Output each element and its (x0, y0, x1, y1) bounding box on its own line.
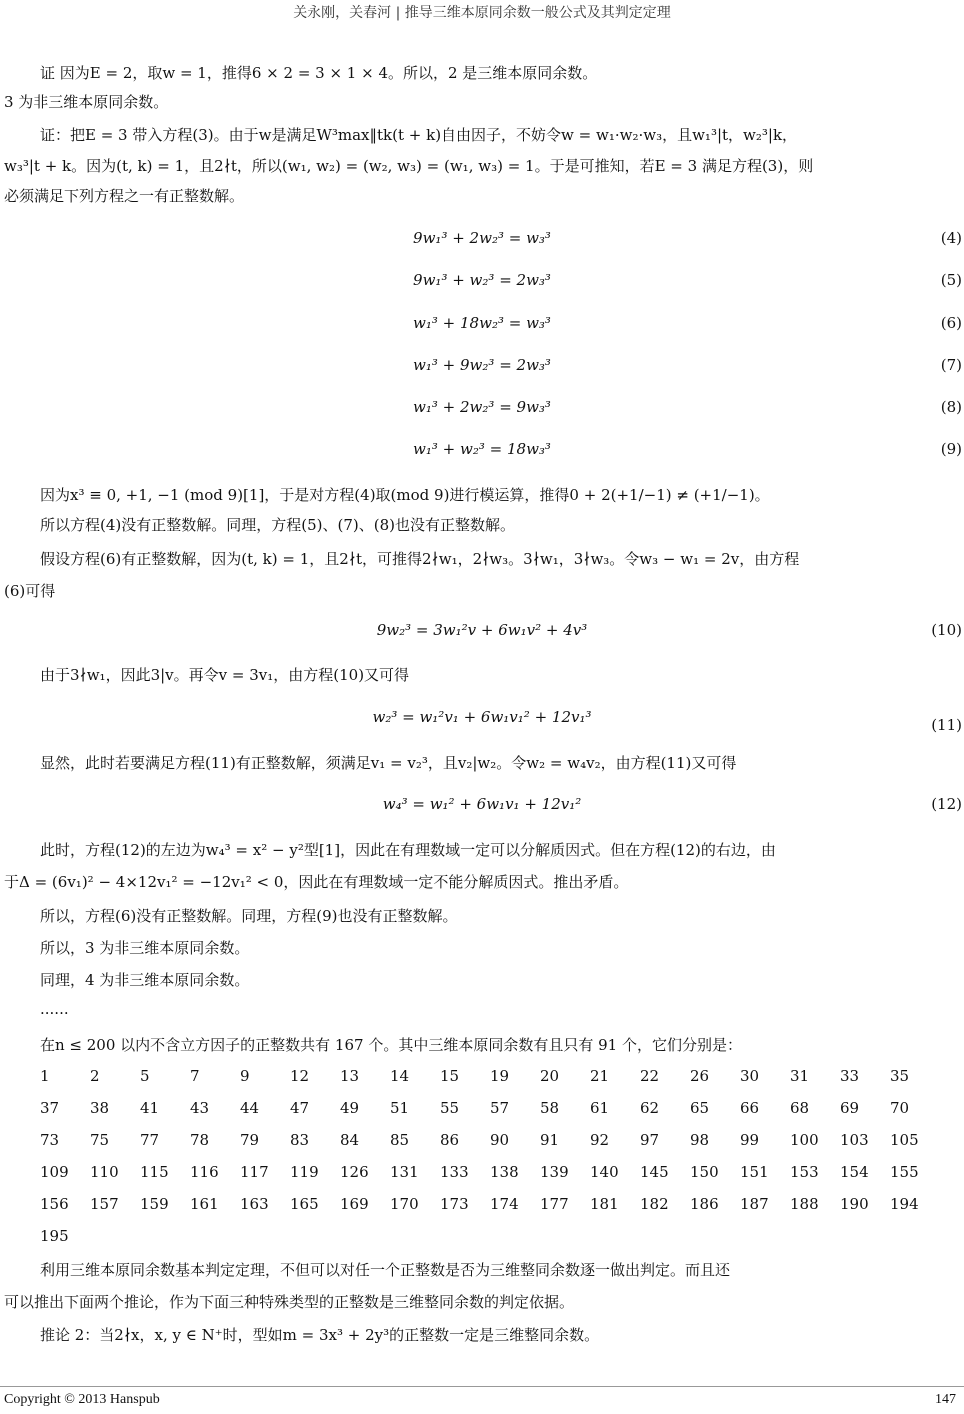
equation-expr: 9w₁³ + w₂³ = 2w₃³ (413, 271, 551, 289)
equation-number: (4) (940, 229, 962, 247)
number-cell: 2 (90, 1067, 100, 1085)
number-cell: 154 (840, 1163, 869, 1181)
condition-eq11: 显然，此时若要满足方程(11)有正整数解，须满足v₁ = v₂³，且v₂|w₂。令w₂ = w₄v₂，由方程(11)又可得 (40, 754, 737, 772)
mod-9-argument: 因为x³ ≡ 0, +1, −1 (mod 9)[1]，于是对方程(4)取(mod 9)进行模运算，推得0 + 2(+1/−1) ≠ (+1/−1)。 (40, 486, 770, 504)
equation-expr: w₁³ + 18w₂³ = w₃³ (413, 314, 551, 332)
number-cell: 174 (490, 1195, 519, 1213)
equation-expr: w₁³ + 9w₂³ = 2w₃³ (413, 356, 551, 374)
number-cell: 182 (640, 1195, 669, 1213)
number-cell: 79 (240, 1131, 260, 1149)
equation-number: (7) (940, 356, 962, 374)
theorem-usage-line-1: 利用三维本原同余数基本判定定理，不但可以对任一个正整数是否为三维整同余数逐一做出判定。而且还 (40, 1261, 731, 1279)
number-cell: 97 (640, 1131, 660, 1149)
number-cell: 156 (40, 1195, 69, 1213)
running-header: 关永刚，关春河 | 推导三维本原同余数一般公式及其判定定理 (293, 5, 671, 21)
number-cell: 62 (640, 1099, 660, 1117)
number-cell: 145 (640, 1163, 669, 1181)
equation-number: (12) (931, 795, 962, 813)
number-cell: 188 (790, 1195, 819, 1213)
equation-number: (6) (940, 314, 962, 332)
number-cell: 49 (340, 1099, 360, 1117)
number-cell: 131 (390, 1163, 419, 1181)
footer-rule (0, 1386, 964, 1387)
number-cell: 69 (840, 1099, 860, 1117)
count-statement: 在n ≤ 200 以内不含立方因子的正整数共有 167 个。其中三维本原同余数有且只有 91 个，它们分别是： (40, 1036, 742, 1054)
equation-number: (9) (940, 440, 962, 458)
number-cell: 66 (740, 1099, 760, 1117)
assume-eq6-line-1: 假设方程(6)有正整数解，因为(t, k) = 1，且2∤t，可推得2∤w₁，2∤w₃。3∤w₁，3∤w₃。令w₃ − w₁ = 2v，由方程 (40, 550, 800, 568)
contradiction-line-1: 此时，方程(12)的左边为w₄³ = x² − y²型[1]，因此在有理数域一定可以分解质因式。但在方程(12)的右边，由 (40, 841, 776, 859)
number-cell: 119 (290, 1163, 319, 1181)
number-cell: 165 (290, 1195, 319, 1213)
number-cell: 92 (590, 1131, 610, 1149)
number-cell: 75 (90, 1131, 110, 1149)
number-cell: 44 (240, 1099, 260, 1117)
number-cell: 14 (390, 1067, 410, 1085)
number-cell: 65 (690, 1099, 710, 1117)
number-cell: 70 (890, 1099, 910, 1117)
number-cell: 100 (790, 1131, 819, 1149)
number-cell: 109 (40, 1163, 69, 1181)
number-cell: 150 (690, 1163, 719, 1181)
equation-expr: w₄³ = w₁² + 6w₁v₁ + 12v₁² (382, 795, 582, 813)
theorem-usage-line-2: 可以推出下面两个推论，作为下面三种特殊类型的正整数是三维整同余数的判定依据。 (4, 1293, 575, 1311)
proof-3-line-2: w₃³|t + k。因为(t, k) = 1，且2∤t，所以(w₁, w₂) = (w₂, w₃) = (w₁, w₃) = 1。于是可推知，若E = 3 满足方程(3)，则 (4, 157, 814, 175)
number-cell: 153 (790, 1163, 819, 1181)
number-cell: 61 (590, 1099, 610, 1117)
number-cell: 9 (240, 1067, 250, 1085)
claim-3-heading: 3 为非三维本原同余数。 (4, 93, 169, 111)
number-cell: 186 (690, 1195, 719, 1213)
assume-eq6-line-2: (6)可得 (4, 582, 56, 600)
number-cell: 33 (840, 1067, 860, 1085)
number-cell: 26 (690, 1067, 710, 1085)
number-cell: 105 (890, 1131, 919, 1149)
number-cell: 47 (290, 1099, 310, 1117)
number-cell: 22 (640, 1067, 660, 1085)
copyright-notice: Copyright © 2013 Hanspub (4, 1392, 160, 1407)
number-cell: 169 (340, 1195, 369, 1213)
number-cell: 30 (740, 1067, 760, 1085)
page-number: 147 (935, 1392, 956, 1407)
number-cell: 43 (190, 1099, 210, 1117)
number-cell: 181 (590, 1195, 619, 1213)
number-cell: 159 (140, 1195, 169, 1213)
equation-number: (5) (940, 271, 962, 289)
equation-number: (11) (931, 716, 962, 734)
number-cell: 20 (540, 1067, 560, 1085)
number-cell: 1 (40, 1067, 50, 1085)
number-cell: 58 (540, 1099, 560, 1117)
number-cell: 31 (790, 1067, 810, 1085)
ellipsis: ...... (40, 1000, 69, 1018)
equation-number: (10) (931, 621, 962, 639)
number-cell: 13 (340, 1067, 360, 1085)
number-cell: 157 (90, 1195, 119, 1213)
conclusion-eq6: 所以，方程(6)没有正整数解。同理，方程(9)也没有正整数解。 (40, 907, 458, 925)
number-cell: 5 (140, 1067, 150, 1085)
number-cell: 85 (390, 1131, 410, 1149)
number-cell: 187 (740, 1195, 769, 1213)
equation-expr: w₂³ = w₁²v₁ + 6w₁v₁² + 12v₁³ (372, 708, 592, 726)
number-cell: 194 (890, 1195, 919, 1213)
number-cell: 91 (540, 1131, 560, 1149)
number-cell: 126 (340, 1163, 369, 1181)
number-cell: 78 (190, 1131, 210, 1149)
number-cell: 98 (690, 1131, 710, 1149)
number-cell: 38 (90, 1099, 110, 1117)
number-cell: 99 (740, 1131, 760, 1149)
number-cell: 77 (140, 1131, 160, 1149)
number-cell: 73 (40, 1131, 60, 1149)
number-cell: 155 (890, 1163, 919, 1181)
number-cell: 86 (440, 1131, 460, 1149)
number-cell: 19 (490, 1067, 510, 1085)
conclusion-3: 所以，3 为非三维本原同余数。 (40, 939, 250, 957)
equation-expr: 9w₂³ = 3w₁²v + 6w₁v² + 4v³ (376, 621, 588, 639)
equation-expr: 9w₁³ + 2w₂³ = w₃³ (413, 229, 551, 247)
proof-2-text: 证 因为E = 2，取w = 1，推得6 × 2 = 3 × 1 × 4。所以，2 是三维本原同余数。 (40, 64, 598, 82)
number-cell: 195 (40, 1227, 69, 1245)
number-cell: 110 (90, 1163, 119, 1181)
number-cell: 139 (540, 1163, 569, 1181)
number-cell: 35 (890, 1067, 910, 1085)
number-cell: 90 (490, 1131, 510, 1149)
number-cell: 103 (840, 1131, 869, 1149)
number-cell: 170 (390, 1195, 419, 1213)
equation-expr: w₁³ + 2w₂³ = 9w₃³ (413, 398, 551, 416)
number-cell: 117 (240, 1163, 269, 1181)
number-cell: 177 (540, 1195, 569, 1213)
number-cell: 140 (590, 1163, 619, 1181)
substitution-v: 由于3∤w₁，因此3|v。再令v = 3v₁，由方程(10)又可得 (40, 666, 410, 684)
corollary-2: 推论 2：当2∤x，x, y ∈ N⁺时，型如m = 3x³ + 2y³的正整数一定是三维整同余数。 (40, 1326, 600, 1344)
proof-3-line-1: 证：把E = 3 带入方程(3)。由于w是满足W³max‖tk(t + k)自由因子，不妨令w = w₁·w₂·w₃，且w₁³|t，w₂³|k， (40, 126, 798, 144)
number-cell: 15 (440, 1067, 460, 1085)
number-cell: 68 (790, 1099, 810, 1117)
conclusion-4: 同理，4 为非三维本原同余数。 (40, 971, 250, 989)
contradiction-line-2: 于Δ = (6v₁)² − 4×12v₁² = −12v₁² < 0，因此在有理数域一定不能分解质因式。推出矛盾。 (4, 873, 629, 891)
number-cell: 133 (440, 1163, 469, 1181)
number-cell: 163 (240, 1195, 269, 1213)
number-cell: 151 (740, 1163, 769, 1181)
number-cell: 55 (440, 1099, 460, 1117)
no-solution-4578: 所以方程(4)没有正整数解。同理，方程(5)、(7)、(8)也没有正整数解。 (40, 516, 515, 534)
number-cell: 115 (140, 1163, 169, 1181)
number-cell: 12 (290, 1067, 310, 1085)
number-cell: 161 (190, 1195, 219, 1213)
number-cell: 37 (40, 1099, 60, 1117)
number-cell: 57 (490, 1099, 510, 1117)
number-cell: 173 (440, 1195, 469, 1213)
equation-number: (8) (940, 398, 962, 416)
number-cell: 84 (340, 1131, 360, 1149)
equation-expr: w₁³ + w₂³ = 18w₃³ (413, 440, 551, 458)
number-cell: 41 (140, 1099, 160, 1117)
number-cell: 138 (490, 1163, 519, 1181)
number-cell: 190 (840, 1195, 869, 1213)
number-cell: 7 (190, 1067, 200, 1085)
proof-3-line-3: 必须满足下列方程之一有正整数解。 (4, 187, 245, 205)
number-cell: 21 (590, 1067, 610, 1085)
number-cell: 116 (190, 1163, 219, 1181)
number-cell: 51 (390, 1099, 410, 1117)
number-cell: 83 (290, 1131, 310, 1149)
